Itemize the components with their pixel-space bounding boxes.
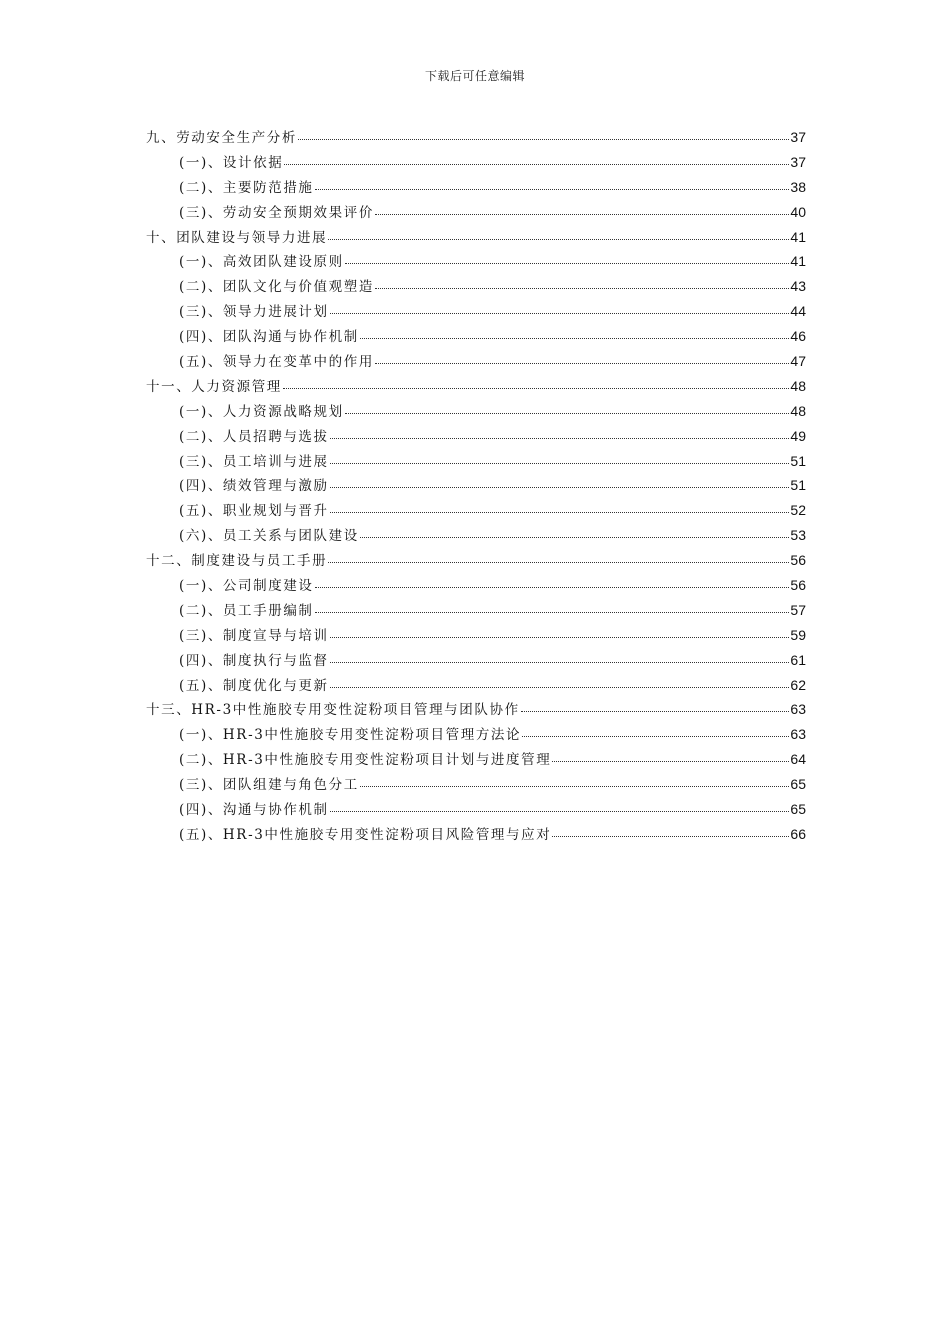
toc-chapter-entry[interactable] [146, 226, 806, 251]
table-of-contents [146, 126, 806, 848]
toc-dot-leader [330, 511, 790, 513]
toc-entry-title: (二)、主要防范措施 [179, 179, 314, 196]
toc-entry-page-number: 64 [790, 751, 806, 768]
toc-dot-leader [315, 586, 790, 588]
toc-entry-title: 十、团队建设与领导力进展 [146, 229, 328, 246]
toc-entry-title: (三)、团队组建与角色分工 [179, 777, 359, 794]
toc-entry-page-number: 57 [790, 601, 806, 618]
toc-chapter-entry[interactable] [146, 698, 806, 723]
toc-entry-page-number: 48 [790, 402, 806, 419]
toc-section-entry[interactable] [146, 151, 806, 176]
toc-dot-leader [330, 686, 790, 688]
toc-entry-title: (三)、领导力进展计划 [179, 304, 329, 321]
toc-entry-title: (三)、劳动安全预期效果评价 [179, 204, 374, 221]
toc-entry-page-number: 37 [790, 153, 806, 170]
toc-dot-leader [552, 760, 789, 762]
toc-entry-title: (二)、团队文化与价值观塑造 [179, 279, 374, 296]
toc-section-entry[interactable] [146, 823, 806, 848]
toc-section-entry[interactable] [146, 624, 806, 649]
toc-dot-leader [315, 188, 790, 190]
toc-entry-title: (一)、HR-3中性施胶专用变性淀粉项目管理方法论 [179, 727, 522, 744]
toc-entry-page-number: 47 [790, 353, 806, 370]
toc-entry-title: (二)、人员招聘与选拔 [179, 428, 329, 445]
toc-entry-page-number: 63 [790, 726, 806, 743]
toc-section-entry[interactable] [146, 350, 806, 375]
toc-entry-title: (四)、绩效管理与激励 [179, 478, 329, 495]
toc-entry-title: 九、劳动安全生产分析 [146, 130, 297, 146]
toc-entry-page-number: 65 [790, 801, 806, 818]
toc-section-entry[interactable] [146, 176, 806, 201]
toc-dot-leader [360, 337, 790, 339]
toc-entry-page-number: 49 [790, 427, 806, 444]
toc-entry-title: (三)、员工培训与进展 [179, 453, 329, 470]
toc-entry-title: (一)、人力资源战略规划 [179, 403, 344, 420]
toc-entry-page-number: 56 [790, 552, 806, 569]
toc-entry-page-number: 43 [790, 278, 806, 295]
page-header: 下载后可任意编辑 [424, 69, 525, 83]
toc-entry-page-number: 59 [790, 626, 806, 643]
toc-entry-title: (一)、设计依据 [179, 154, 284, 171]
toc-section-entry[interactable] [146, 325, 806, 350]
toc-section-entry[interactable] [146, 723, 806, 748]
toc-entry-page-number: 62 [790, 676, 806, 693]
toc-dot-leader [330, 486, 790, 488]
toc-entry-page-number: 37 [790, 129, 806, 145]
toc-section-entry[interactable] [146, 300, 806, 325]
toc-entry-page-number: 46 [790, 328, 806, 345]
toc-section-entry[interactable] [146, 574, 806, 599]
toc-section-entry[interactable] [146, 499, 806, 524]
toc-section-entry[interactable] [146, 250, 806, 275]
toc-dot-leader [375, 213, 789, 215]
toc-dot-leader [330, 661, 790, 663]
toc-dot-leader [330, 437, 790, 439]
toc-entry-page-number: 65 [790, 776, 806, 793]
toc-entry-page-number: 48 [790, 377, 806, 394]
toc-dot-leader [330, 810, 790, 812]
toc-entry-page-number: 52 [790, 502, 806, 519]
toc-entry-title: (四)、制度执行与监督 [179, 652, 329, 669]
toc-chapter-entry[interactable] [146, 549, 806, 574]
toc-entry-title: (五)、HR-3中性施胶专用变性淀粉项目风险管理与应对 [179, 826, 552, 843]
toc-entry-page-number: 44 [790, 303, 806, 320]
toc-dot-leader [360, 785, 790, 787]
toc-section-entry[interactable] [146, 474, 806, 499]
toc-dot-leader [284, 163, 789, 165]
toc-entry-title: 十一、人力资源管理 [146, 378, 282, 395]
toc-dot-leader [521, 710, 790, 712]
toc-entry-page-number: 40 [790, 203, 806, 220]
toc-entry-title: (五)、职业规划与晋升 [179, 503, 329, 520]
toc-entry-title: (五)、领导力在变革中的作用 [179, 354, 374, 371]
toc-section-entry[interactable] [146, 201, 806, 226]
toc-entry-title: 十二、制度建设与员工手册 [146, 553, 328, 570]
toc-entry-page-number: 38 [790, 178, 806, 195]
toc-entry-title: (二)、HR-3中性施胶专用变性淀粉项目计划与进度管理 [179, 752, 552, 769]
toc-entry-page-number: 51 [790, 477, 806, 494]
toc-chapter-entry[interactable] [146, 375, 806, 400]
toc-entry-title: (一)、高效团队建设原则 [179, 254, 344, 271]
toc-dot-leader [330, 312, 790, 314]
toc-entry-title: (四)、团队沟通与协作机制 [179, 329, 359, 346]
toc-section-entry[interactable] [146, 450, 806, 475]
toc-dot-leader [375, 362, 789, 364]
toc-entry-page-number: 66 [790, 825, 806, 842]
toc-section-entry[interactable] [146, 798, 806, 823]
toc-section-entry[interactable] [146, 400, 806, 425]
toc-dot-leader [375, 287, 789, 289]
toc-entry-page-number: 51 [790, 452, 806, 469]
toc-dot-leader [345, 262, 790, 264]
toc-entry-title: (二)、员工手册编制 [179, 602, 314, 619]
toc-section-entry[interactable] [146, 425, 806, 450]
toc-section-entry[interactable] [146, 674, 806, 699]
toc-section-entry[interactable] [146, 748, 806, 773]
toc-entry-page-number: 56 [790, 577, 806, 594]
toc-dot-leader [328, 561, 789, 563]
toc-section-entry[interactable] [146, 524, 806, 549]
toc-entry-title: (三)、制度宣导与培训 [179, 627, 329, 644]
toc-entry-page-number: 53 [790, 527, 806, 544]
toc-entry-page-number: 41 [790, 253, 806, 270]
toc-dot-leader [552, 835, 789, 837]
toc-entry-title: (一)、公司制度建设 [179, 578, 314, 595]
toc-dot-leader [330, 636, 790, 638]
toc-dot-leader [283, 387, 790, 389]
toc-dot-leader [330, 462, 790, 464]
toc-dot-leader [328, 238, 789, 240]
toc-dot-leader [315, 611, 790, 613]
toc-entry-title: (五)、制度优化与更新 [179, 677, 329, 694]
toc-section-entry[interactable] [146, 773, 806, 798]
toc-entry-title: (四)、沟通与协作机制 [179, 802, 329, 819]
toc-dot-leader [345, 412, 790, 414]
toc-entry-title: (六)、员工关系与团队建设 [179, 528, 359, 545]
toc-entry-page-number: 41 [790, 228, 806, 245]
toc-entry-title: 十三、HR-3中性施胶专用变性淀粉项目管理与团队协作 [146, 702, 520, 719]
toc-dot-leader [298, 138, 789, 140]
toc-section-entry[interactable] [146, 599, 806, 624]
toc-entry-page-number: 63 [790, 701, 806, 718]
toc-dot-leader [360, 536, 790, 538]
toc-dot-leader [522, 735, 789, 737]
toc-section-entry[interactable] [146, 649, 806, 674]
toc-section-entry[interactable] [146, 275, 806, 300]
toc-entry-page-number: 61 [790, 651, 806, 668]
toc-chapter-entry[interactable] [146, 126, 806, 151]
